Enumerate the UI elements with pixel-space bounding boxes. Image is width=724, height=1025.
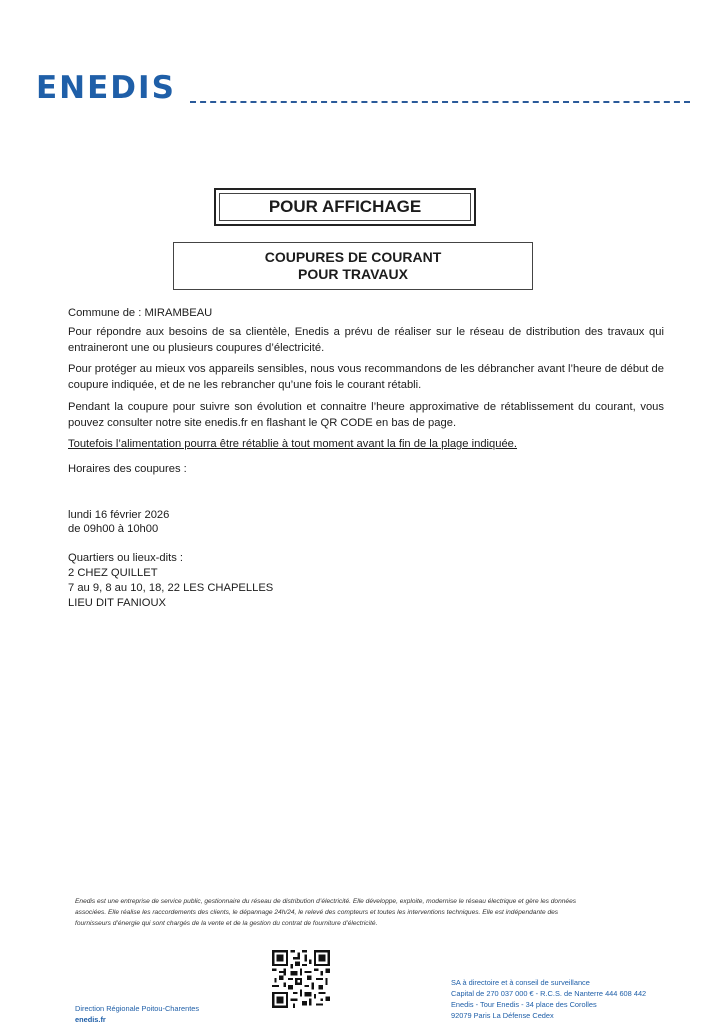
footer-legal-line: SA à directoire et à conseil de surveillance bbox=[451, 978, 590, 987]
title-text: POUR AFFICHAGE bbox=[268, 197, 422, 216]
outage-date: lundi 16 février 2026 bbox=[68, 509, 170, 521]
quartier-item: 7 au 9, 8 au 10, 18, 22 LES CHAPELLES bbox=[68, 582, 274, 594]
quartier-item: LIEU DIT FANIOUX bbox=[68, 597, 167, 609]
footer-legal-line: Capital de 270 037 000 € - R.C.S. de Nanterre 444 608 442 bbox=[451, 989, 647, 998]
footer-description-line: fournisseurs d’énergie qui sont chargés de la vente et de la gestion du contrat de fourniture d’électricité. bbox=[75, 920, 378, 927]
enedis-logo: ENEDIS bbox=[36, 70, 176, 106]
quartier-item: 2 CHEZ QUILLET bbox=[68, 567, 158, 579]
paragraph-2: Pour protéger au mieux vos appareils sensibles, nous vous recommandons de les débrancher avant l’heure de début de coupure indiquée, et de ne les rebrancher qu’une fois le courant rétabli. bbox=[68, 363, 664, 391]
logo-rule bbox=[190, 101, 690, 103]
footer-description-line: Enedis est une entreprise de service public, gestionnaire du réseau de distribution d’électricité. Elle développe, exploite, modernise le réseau électrique et gère les données bbox=[75, 898, 577, 905]
footer-legal-line: 92079 Paris La Défense Cedex bbox=[451, 1011, 554, 1020]
subtitle-box bbox=[173, 242, 533, 290]
quartiers-label: Quartiers ou lieux-dits : bbox=[68, 552, 184, 564]
footer-right-block bbox=[451, 977, 646, 1021]
outage-time: de 09h00 à 10h00 bbox=[68, 523, 159, 535]
qr-code-icon[interactable] bbox=[272, 950, 330, 1008]
subtitle-line-2: POUR TRAVAUX bbox=[298, 266, 408, 282]
footer-direction: Direction Régionale Poitou-Charentes bbox=[75, 1004, 200, 1013]
paragraph-3: Pendant la coupure pour suivre son évolution et connaitre l’heure approximative de rétablissement du courant, vous pouvez consulter notre site enedis.fr en flashant le QR CODE en bas de page. bbox=[68, 401, 664, 429]
footer-left-block bbox=[75, 1003, 199, 1025]
warning-line: Toutefois l’alimentation pourra être rétablie à tout moment avant la fin de la plage indiquée. bbox=[68, 438, 518, 450]
commune-line: Commune de : MIRAMBEAU bbox=[68, 307, 213, 319]
title-box bbox=[214, 188, 476, 226]
subtitle-line-1: COUPURES DE COURANT bbox=[264, 249, 442, 265]
footer-legal-line: Enedis - Tour Enedis - 34 place des Corolles bbox=[451, 1000, 597, 1009]
horaires-label: Horaires des coupures : bbox=[68, 463, 187, 475]
paragraph-1: Pour répondre aux besoins de sa clientèle, Enedis a prévu de réaliser sur le réseau de distribution des travaux qui entraineront une ou plusieurs coupures d’électricité. bbox=[68, 326, 664, 354]
footer-site-link[interactable]: enedis.fr bbox=[75, 1015, 106, 1024]
footer-description-line: associées. Elle réalise les raccordements des clients, le dépannage 24h/24, le relevé des compteurs et toutes les interventions techniques. Elle est indépendante des bbox=[75, 909, 559, 916]
footer-description bbox=[75, 896, 675, 929]
